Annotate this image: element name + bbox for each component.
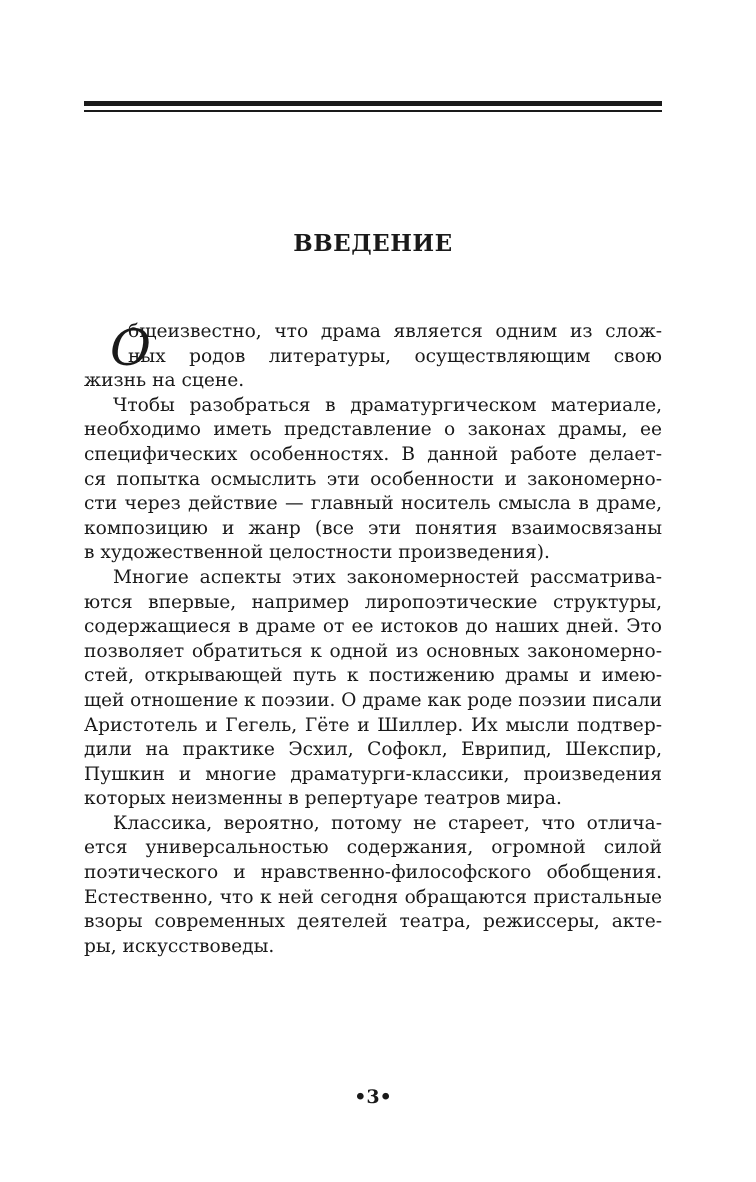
text-line: взоры современных деятелей театра, режиссеры, акте-: [84, 911, 662, 933]
text-line: необходимо иметь представление о законах драмы, ее: [84, 419, 662, 441]
text-line: поэтического и нравственно-философского обобщения.: [84, 862, 662, 884]
page-number: •3•: [354, 1086, 392, 1108]
chapter-title: ВВЕДЕНИЕ: [293, 230, 453, 257]
text-line: содержащиеся в драме от ее истоков до наших дней. Это: [84, 616, 662, 638]
text-line: ных родов литературы, осуществляющим свою: [128, 345, 662, 367]
text-line: композицию и жанр (все эти понятия взаимосвязаны: [84, 517, 662, 539]
text-line: которых неизменны в репертуаре театров мира.: [84, 788, 562, 810]
text-line: позволяет обратиться к одной из основных закономерно-: [84, 640, 662, 662]
text-line: специфических особенностях. В данной работе делает-: [84, 443, 662, 465]
text-line: ются впервые, например лиропоэтические структуры,: [84, 591, 662, 613]
text-line: ся попытка осмыслить эти особенности и закономерно-: [84, 468, 662, 490]
body-text: [84, 320, 662, 959]
text-line: Многие аспекты этих закономерностей рассматрива-: [113, 566, 662, 588]
text-line: жизнь на сцене.: [84, 370, 245, 392]
header-rule-thick: [84, 101, 662, 106]
text-line: щей отношение к поэзии. О драме как роде поэзии писали: [84, 689, 662, 711]
text-line: Пушкин и многие драматурги-классики, произведения: [84, 763, 662, 785]
text-line: ется универсальностью содержания, огромной силой: [84, 837, 662, 859]
text-line: сти через действие — главный носитель смысла в драме,: [84, 493, 662, 515]
text-line: Классика, вероятно, потому не стареет, что отлича-: [113, 812, 662, 834]
text-line: в художественной целостности произведения).: [84, 542, 550, 564]
text-line: ры, искусствоведы.: [84, 935, 275, 957]
text-line: Естественно, что к ней сегодня обращаются пристальные: [84, 886, 662, 908]
text-line: Аристотель и Гегель, Гёте и Шиллер. Их мысли подтвер-: [84, 714, 662, 736]
text-line: стей, открывающей путь к постижению драмы и имею-: [84, 665, 662, 687]
text-line: Чтобы разобраться в драматургическом материале,: [113, 394, 662, 416]
text-line: дили на практике Эсхил, Софокл, Еврипид, Шекспир,: [84, 739, 662, 761]
text-line: бщеизвестно, что драма является одним из слож-: [128, 321, 662, 342]
header-rule-thin: [84, 110, 662, 112]
drop-cap: О: [110, 319, 151, 377]
